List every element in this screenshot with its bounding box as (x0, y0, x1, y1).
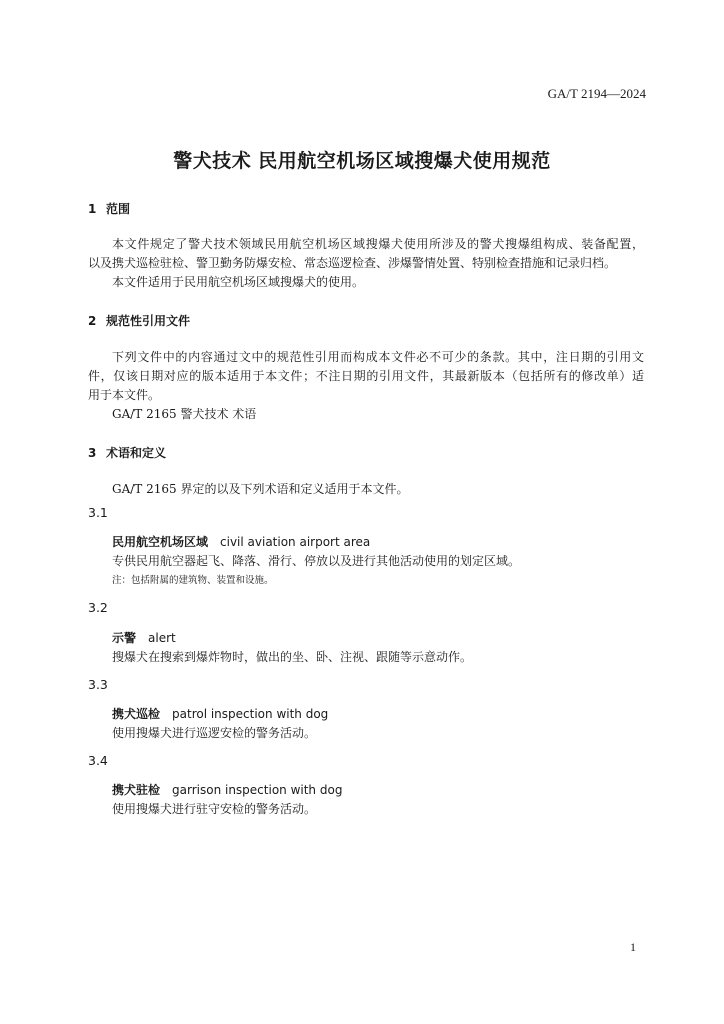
document-title: 警犬技术 民用航空机场区域搜爆犬使用规范 (173, 150, 551, 172)
page-number: 1 (630, 940, 636, 954)
term-entry (112, 781, 342, 798)
term-note: 注：包括附属的建筑物、装置和设施。 (112, 575, 274, 586)
term-definition: 使用搜爆犬进行巡逻安检的警务活动。 (112, 726, 317, 740)
paragraph-line: 本文件适用于民用航空机场区域搜爆犬的使用。 (112, 275, 365, 289)
term-definition: 搜爆犬在搜索到爆炸物时，做出的坐、卧、注视、跟随等示意动作。 (112, 650, 473, 664)
term-zh: 示警 (112, 631, 137, 645)
term-entry (112, 705, 328, 722)
term-number: 3.2 (88, 600, 108, 615)
section-title: 范围 (106, 202, 131, 216)
section-number: 3 (88, 446, 97, 460)
term-entry (112, 629, 176, 646)
term-en: alert (148, 631, 176, 645)
standard-code: GA/T 2194—2024 (547, 86, 646, 101)
term-number: 3.1 (88, 505, 108, 520)
section-title: 规范性引用文件 (106, 314, 191, 328)
section-number: 1 (88, 202, 97, 216)
term-definition: 专供民用航空器起飞、降落、滑行、停放以及进行其他活动使用的划定区域。 (112, 554, 521, 568)
paragraph-line: 以及携犬巡检驻检、警卫勤务防爆安检、常态巡逻检查、涉爆警情处置、特别检查措施和记录归档。 (88, 256, 617, 270)
term-zh: 携犬驻检 (112, 783, 161, 797)
section-title: 术语和定义 (106, 446, 167, 460)
section-heading-2 (88, 312, 190, 329)
normative-reference: GA/T 2165 警犬技术 术语 (112, 407, 257, 421)
term-zh: 民用航空机场区域 (112, 535, 209, 549)
paragraph-line: 用于本文件。 (88, 388, 161, 402)
term-zh: 携犬巡检 (112, 707, 161, 721)
term-en: civil aviation airport area (220, 535, 371, 549)
term-entry (112, 533, 370, 550)
term-number: 3.4 (88, 753, 108, 768)
paragraph-line: 下列文件中的内容通过文中的规范性引用而构成本文件必不可少的条款。其中，注日期的引用文 (112, 350, 644, 364)
term-en: garrison inspection with dog (172, 783, 343, 797)
term-number: 3.3 (88, 677, 108, 692)
paragraph-line: 件，仅该日期对应的版本适用于本文件；不注日期的引用文件，其最新版本（包括所有的修改单）适 (88, 369, 644, 383)
section-heading-1 (88, 200, 130, 217)
term-definition: 使用搜爆犬进行驻守安检的警务活动。 (112, 802, 317, 816)
paragraph-line: 本文件规定了警犬技术领域民用航空机场区域搜爆犬使用所涉及的警犬搜爆组构成、装备配置， (112, 237, 644, 251)
paragraph-line: GA/T 2165 界定的以及下列术语和定义适用于本文件。 (112, 482, 409, 496)
section-number: 2 (88, 314, 97, 328)
term-en: patrol inspection with dog (172, 707, 329, 721)
section-heading-3 (88, 444, 166, 461)
